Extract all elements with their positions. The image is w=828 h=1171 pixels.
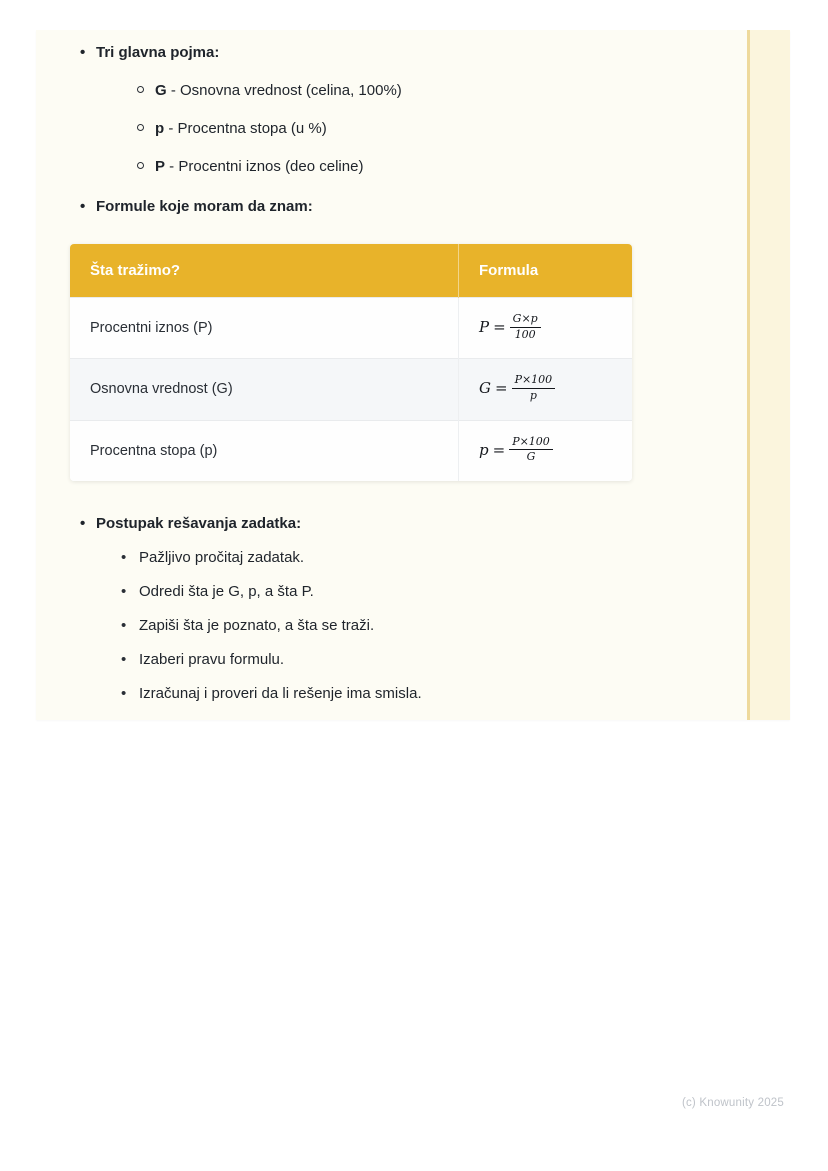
concepts-title: • Tri glavna pojma: G - Osnovna vrednost (celina, 100%) p - Procentna stopa (u %) P - Procentni iznos (deo celine) xyxy=(78,42,720,177)
table-row xyxy=(70,420,632,481)
procedure-step: • Pažljivo pročitaj zadatak. xyxy=(120,547,720,568)
concepts-sublist xyxy=(136,80,720,177)
procedure-step: • Izaberi pravu formulu. xyxy=(120,649,720,670)
formula-math: P = $\frac{G\times p}{100}$ xyxy=(479,318,541,336)
concept-term: P xyxy=(155,158,166,175)
table-header-row xyxy=(70,244,632,298)
formula-math: G = $\frac{P\times 100}{p}$ xyxy=(479,379,555,397)
concepts-list xyxy=(78,42,720,217)
concept-desc: - Procentna stopa (u %) xyxy=(164,120,327,137)
formulas-title: • Formule koje moram da znam: xyxy=(78,196,720,217)
formula-math: p = $\frac{P\times 100}{G}$ xyxy=(479,441,553,459)
table-header-formula: Formula xyxy=(459,244,633,298)
concept-term: p xyxy=(155,120,165,137)
row-label: Procentni iznos (P) xyxy=(70,298,459,359)
copyright-notice: (c) Knowunity 2025 xyxy=(681,1097,784,1109)
table-row xyxy=(70,298,632,359)
row-label: Procentna stopa (p) xyxy=(70,420,459,481)
procedure-steps xyxy=(120,547,720,704)
row-formula xyxy=(459,298,633,359)
table-row xyxy=(70,359,632,420)
procedure-list xyxy=(78,513,720,704)
document-content xyxy=(36,30,790,704)
row-formula xyxy=(459,420,633,481)
concept-item xyxy=(136,156,720,177)
procedure-step: • Izračunaj i proveri da li rešenje ima smisla. xyxy=(120,683,720,704)
concept-item xyxy=(136,80,720,101)
row-formula xyxy=(459,359,633,420)
concept-desc: - Procentni iznos (deo celine) xyxy=(165,158,364,175)
concept-desc: - Osnovna vrednost (celina, 100%) xyxy=(166,82,402,99)
document-page-panel xyxy=(36,30,790,720)
formulas-table xyxy=(70,244,632,481)
concept-item xyxy=(136,118,720,139)
concept-term: G xyxy=(155,82,167,99)
procedure-step: • Zapiši šta je poznato, a šta se traži. xyxy=(120,615,720,636)
procedure-title: • Postupak rešavanja zadatka: • Pažljivo pročitaj zadatak. • Odredi šta je G, p, a šta P. • Zapiši šta je poznato, a šta se traži. • Izaberi pravu formulu. • Izračunaj i proveri da li rešenje ima smisla. xyxy=(78,513,720,704)
table-header-question: Šta tražimo? xyxy=(70,244,459,298)
procedure-step: • Odredi šta je G, p, a šta P. xyxy=(120,581,720,602)
row-label: Osnovna vrednost (G) xyxy=(70,359,459,420)
